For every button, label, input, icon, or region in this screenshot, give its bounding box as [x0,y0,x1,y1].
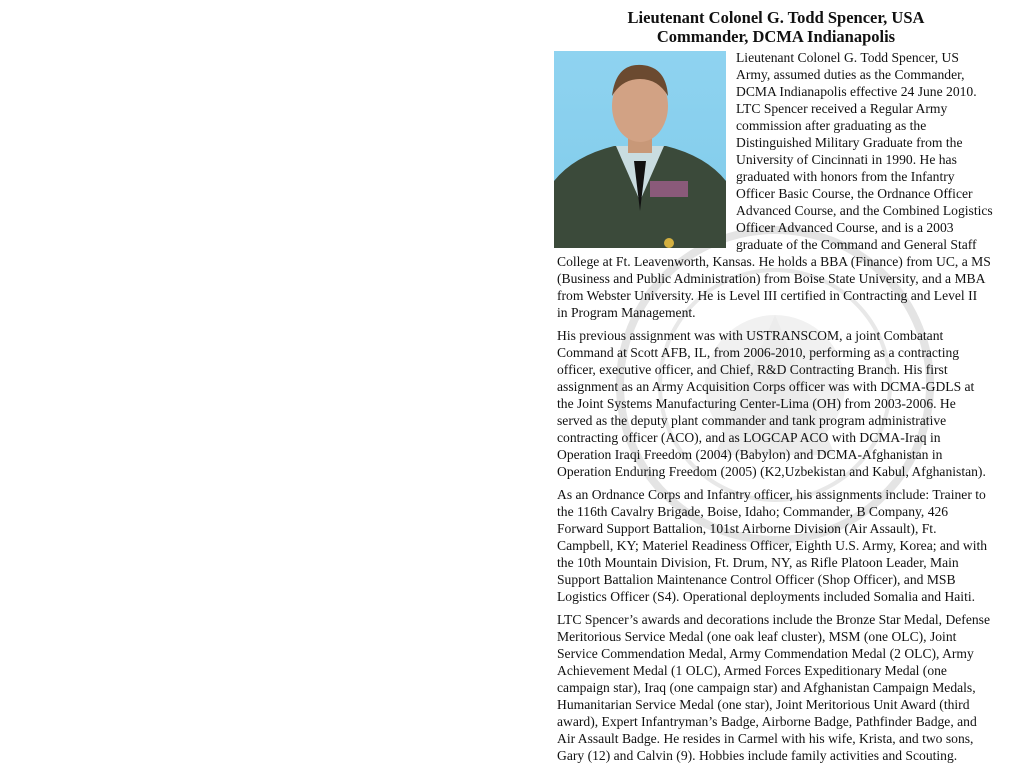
biography-line: Army, assumed duties as the Commander, [736,67,965,82]
biography-line: (Business and Public Administration) from Boise State University, and a MBA [557,271,986,286]
biography-line: in Program Management. [557,305,696,320]
officer-portrait-photo [554,51,726,248]
biography-line: Operation Enduring Freedom (2005) (K2,Uzbekistan and Kabul, Afghanistan). [557,464,986,479]
biography-line: Officer Basic Course, the Ordnance Officer [736,186,973,201]
biography-line: LTC Spencer’s awards and decorations include the Bronze Star Medal, Defense [557,612,990,627]
biography-line: award), Expert Infantryman’s Badge, Airborne Badge, Pathfinder Badge, and [557,714,977,729]
biography-line: assignment as an Army Acquisition Corps officer was with DCMA-GDLS at [557,379,975,394]
biography-line: Lieutenant Colonel G. Todd Spencer, US [736,50,959,65]
biography-line: Achievement Medal (1 OLC), Armed Forces Expeditionary Medal (one [557,663,947,678]
biography-line: Advanced Course, and the Combined Logistics [736,203,993,218]
biography-line: Humanitarian Service Medal (one star), Joint Meritorious Unit Award (third [557,697,970,712]
biography-line: Distinguished Military Graduate from the [736,135,963,150]
biography-line: the 10th Mountain Division, Ft. Drum, NY, as Rifle Platoon Leader, Main [557,555,959,570]
biography-line: Command at Scott AFB, IL, from 2006-2010, performing as a contracting [557,345,960,360]
biography-line: served as the deputy plant commander and tank program administrative [557,413,947,428]
biography-line: the 116th Cavalry Brigade, Boise, Idaho; Commander, B Company, 426 [557,504,949,519]
biography-line: Forward Support Battalion, 101st Airborne Division (Air Assault), Ft. [557,521,937,536]
biography-line: Officer Advanced Course, and is a 2003 [736,220,954,235]
biography-line: LTC Spencer received a Regular Army [736,101,948,116]
biography-line: Operation Iraqi Freedom (2004) (Babylon) and DCMA-Afghanistan in [557,447,943,462]
biography-line: Service Commendation Medal, Army Commendation Medal (2 OLC), Army [557,646,974,661]
biography-line: Campbell, KY; Materiel Readiness Officer, Eighth U.S. Army, Korea; and with [557,538,988,553]
page-subtitle: Commander, DCMA Indianapolis [656,27,896,46]
biography-line: Support Battalion Maintenance Control Officer (Shop Officer), and MSB [557,572,956,587]
biography-line: from Webster University. He is Level III certified in Contracting and Level II [557,288,978,303]
biography-line: His previous assignment was with USTRANSCOM, a joint Combatant [557,328,944,343]
biography-line: contracting officer (ACO), and as LOGCAP ACO with DCMA-Iraq in [557,430,941,445]
biography-line: commission after graduating as the [736,118,927,133]
biography-line: the Joint Systems Manufacturing Center-Lima (OH) from 2003-2006. He [557,396,956,411]
biography-line: graduate of the Command and General Staff [736,237,977,252]
biography-line: Logistics Officer (S4). Operational deployments included Somalia and Haiti. [557,589,976,604]
biography-line: College at Ft. Leavenworth, Kansas. He holds a BBA (Finance) from UC, a MS [557,254,991,269]
biography-line: Meritorious Service Medal (one oak leaf cluster), MSM (one OLC), Joint [557,629,957,644]
biography-line: University of Cincinnati in 1990. He has [736,152,957,167]
biography-line: Gary (12) and Calvin (9). Hobbies include family activities and Scouting. [557,748,958,763]
biography-line: DCMA Indianapolis effective 24 June 2010. [736,84,977,99]
biography-line: campaign star), Iraq (one campaign star) and Afghanistan Campaign Medals, [557,680,976,695]
biography-line: As an Ordnance Corps and Infantry officer, his assignments include: Trainer to [557,487,986,502]
biography-line: graduated with honors from the Infantry [736,169,955,184]
biography-line: Air Assault Badge. He resides in Carmel with his wife, Krista, and two sons, [557,731,974,746]
page-title: Lieutenant Colonel G. Todd Spencer, USA [627,8,925,27]
biography-line: officer, executive officer, and Chief, R&D Contracting Branch. His first [557,362,948,377]
